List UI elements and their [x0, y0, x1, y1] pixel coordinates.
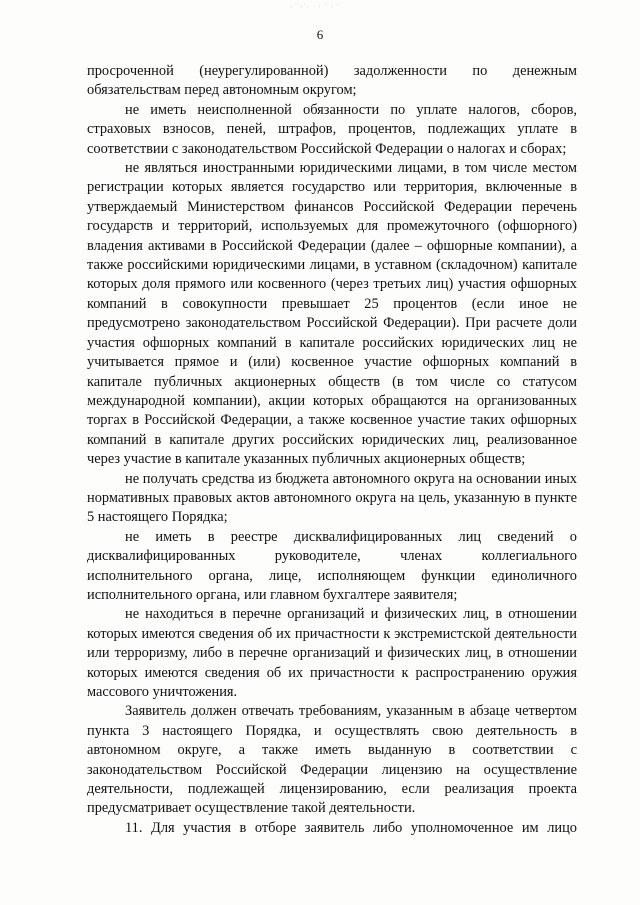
paragraph-disqualified-persons: не иметь в реестре дисквалифицированных лиц сведений о дисквалифицированных руководителе, членах коллегиального исполнительного органа, лице, исполняющем функции единоличного исполнительного органа, или главном бухгалтере заявителя;	[87, 528, 577, 603]
scan-artifact: ·ˈˈ·ˈ· · ˈ · ˈ	[290, 3, 340, 11]
page-number: 6	[316, 27, 324, 42]
paragraph-applicant-requirements: Заявитель должен отвечать требованиям, указанным в абзаце четвертом пункта 3 настоящего Порядка, и осуществлять свою деятельность в автономном округе, а также иметь выданную в соответствии с законодательством Российской Федерации лицензию на осуществление деятельности, подлежащей лицензированию, если реализация проекта предусматривает осуществление такой деятельности.	[87, 703, 577, 817]
paragraph-offshore-companies: не являться иностранными юридическими лицами, в том числе местом регистрации которых является государство или территория, включенные в утверждаемый Министерством финансов Российской Федерации перечень государств и территорий, используемых для промежуточного (офшорного) владения активами в Российской Федерации (далее – офшорные компании), а также российскими юридическими лицами, в уставном (складочном) капитале которых доля прямого или косвенного (через третьих лиц) участия офшорных компаний в совокупности превышает 25 процентов (если иное не предусмотрено законодательством Российской Федерации). При расчете доли участия офшорных компаний в капитале российских юридических лиц не учитывается прямое и (или) косвенное участие офшорных компаний в капитале публичных акционерных обществ (в том числе со статусом международной компании), акции которых обращаются на организованных торгах в Российской Федерации, а также косвенное участие таких офшорных компаний в капитале других российских юридических лиц, реализованное через участие в капитале указанных публичных акционерных обществ;	[87, 160, 577, 468]
paragraph-item-11: 11. Для участия в отборе заявитель либо уполномоченное им лицо	[125, 819, 577, 836]
paragraph-continuation: просроченной (неурегулированной) задолженности по денежным обязательствам перед автономным округом;	[87, 63, 577, 99]
paragraph-budget-funds: не получать средства из бюджета автономного округа на основании иных нормативных правовых актов автономного округа на цель, указанную в пункте 5 настоящего Порядка;	[87, 470, 577, 526]
paragraph-tax-obligation: не иметь неисполненной обязанности по уплате налогов, сборов, страховых взносов, пеней, штрафов, процентов, подлежащих уплате в соответствии с законодательством Российской Федерации о налогах и сборах;	[87, 101, 577, 157]
paragraph-extremism-list: не находиться в перечне организаций и физических лиц, в отношении которых имеются сведения об их причастности к экстремистской деятельности или терроризму, либо в перечне организаций и физических лиц, в отношении которых имеются сведения об их причастности к распространению оружия массового уничтожения.	[87, 606, 577, 700]
document-body	[87, 62, 577, 838]
